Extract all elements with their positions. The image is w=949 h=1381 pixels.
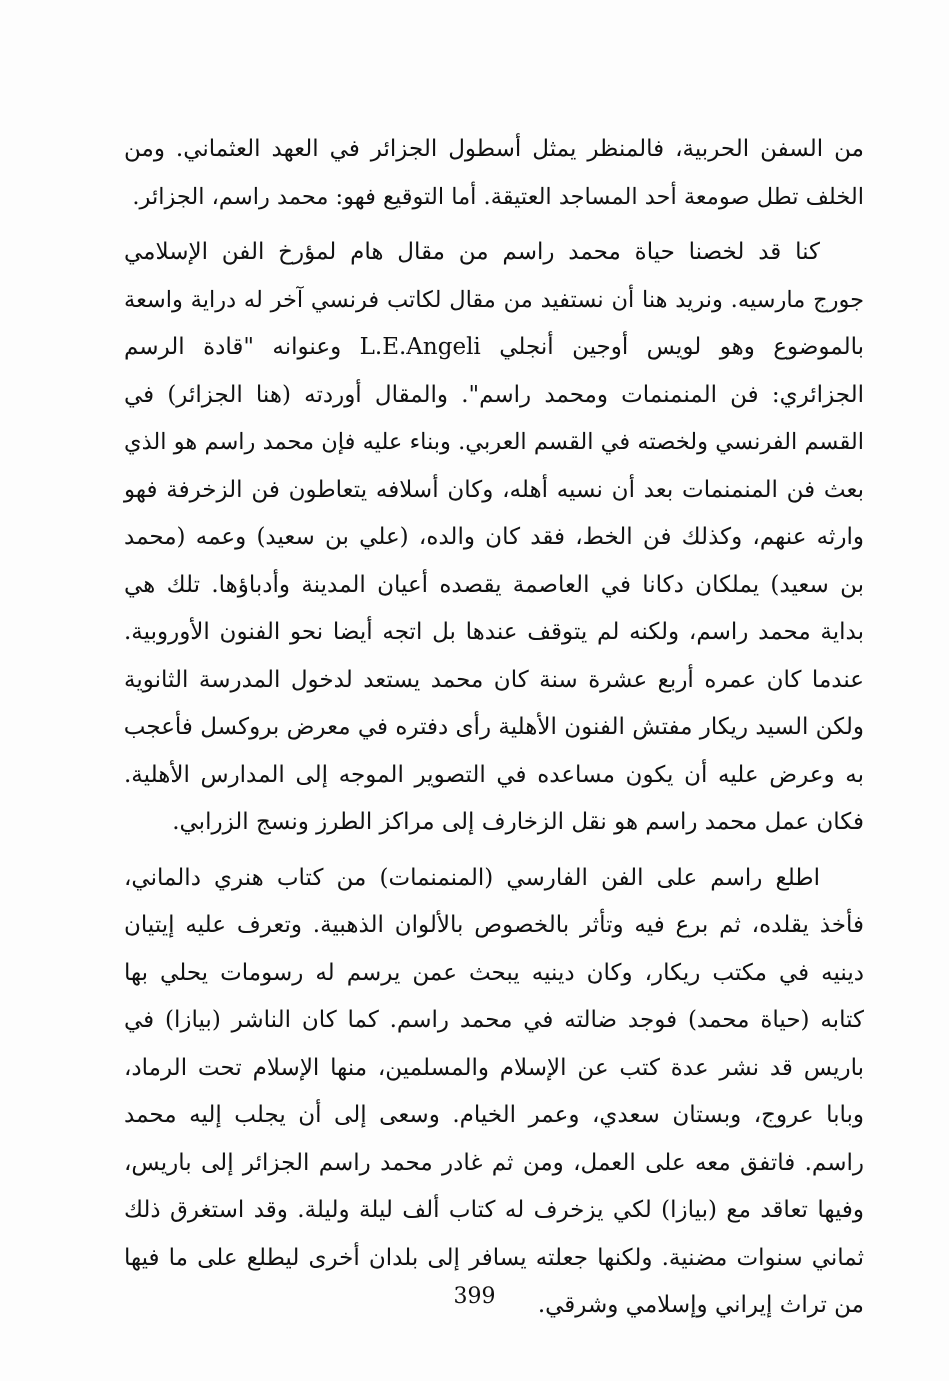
text-line: وارثه عنهم، وكذلك فن الخط، فقد كان والده، (علي بن سعيد) وعمه (محمد: [124, 524, 864, 550]
paragraph-gap: [124, 221, 864, 229]
text-line: به وعرض عليه أن يكون مساعده في التصوير الموجه إلى المدارس الأهلية.: [124, 761, 864, 788]
paragraph-1: [124, 126, 864, 221]
text-line: دينيه في مكتب ريكار، وكان دينيه يبحث عمن يرسم له رسومات يحلي بها: [124, 959, 864, 986]
text-line: بالموضوع وهو لويس أوجين أنجلي L.E.Angeli وعنوانه "قادة الرسم: [124, 334, 865, 360]
paragraph-2: [124, 229, 864, 847]
text-line: بعث فن المنمنمات بعد أن نسيه أهله، وكان أسلافه يتعاطون فن الزخرفة فهو: [124, 476, 864, 503]
text-line: الخلف تطل صومعة أحد المساجد العتيقة. أما التوقيع فهو: محمد راسم، الجزائر.: [132, 183, 864, 210]
text-line: فكان عمل محمد راسم هو نقل الزخارف إلى مراكز الطرز ونسج الزرابي.: [172, 809, 864, 835]
text-line: عندما كان عمره أربع عشرة سنة كان محمد يستعد لدخول المدرسة الثانوية: [124, 666, 864, 693]
text-line: القسم الفرنسي ولخصته في القسم العربي. وبناء عليه فإن محمد راسم هو الذي: [124, 429, 864, 455]
text-line: وفيها تعاقد مع (بيازا) لكي يزخرف له كتاب ألف ليلة وليلة. وقد استغرق ذلك: [124, 1197, 864, 1223]
text-line: باريس قد نشر عدة كتب عن الإسلام والمسلمين، منها الإسلام تحت الرماد،: [124, 1054, 864, 1081]
text-line: اطلع راسم على الفن الفارسي (المنمنمات) من كتاب هنري دالماني،: [124, 864, 820, 891]
text-line: ثماني سنوات مضنية. ولكنها جعلته يسافر إلى بلدان أخرى ليطلع على ما فيها: [124, 1244, 864, 1271]
paragraph-gap: [124, 847, 864, 855]
paragraph-3: [124, 855, 864, 1330]
text-line: من تراث إيراني وإسلامي وشرقي.: [537, 1292, 864, 1318]
text-line: الجزائري: فن المنمنمات ومحمد راسم". والمقال أوردته (هنا الجزائر) في: [124, 381, 864, 408]
text-line: من السفن الحربية، فالمنظر يمثل أسطول الجزائر في العهد العثماني. ومن: [124, 136, 864, 162]
text-line: كنا قد لخصنا حياة محمد راسم من مقال هام لمؤرخ الفن الإسلامي: [124, 239, 820, 265]
body-text: [124, 126, 864, 1330]
text-line: وبابا عروج، وبستان سعدي، وعمر الخيام. وسعى إلى أن يجلب إليه محمد: [124, 1102, 864, 1128]
text-line: راسم. فاتفق معه على العمل، ومن ثم غادر محمد راسم الجزائر إلى باريس،: [124, 1149, 864, 1176]
page-number: 399: [453, 1284, 496, 1309]
text-line: بن سعيد) يملكان دكانا في العاصمة يقصده أعيان المدينة وأدباؤها. تلك هي: [124, 571, 864, 598]
text-line: ولكن السيد ريكار مفتش الفنون الأهلية رأى دفتره في معرض بروكسل فأعجب: [123, 714, 864, 740]
text-line: جورج مارسيه. ونريد هنا أن نستفيد من مقال لكاتب فرنسي آخر له دراية واسعة: [124, 286, 864, 313]
text-line: فأخذ يقلده، ثم برع فيه وتأثر بالخصوص بالألوان الذهبية. وتعرف عليه إيتيان: [124, 912, 864, 938]
text-line: كتابه (حياة محمد) فوجد ضالته في محمد راسم. كما كان الناشر (بيازا) في: [124, 1007, 864, 1033]
text-line: بداية محمد راسم، ولكنه لم يتوقف عندها بل اتجه أيضا نحو الفنون الأوروبية.: [124, 619, 864, 645]
